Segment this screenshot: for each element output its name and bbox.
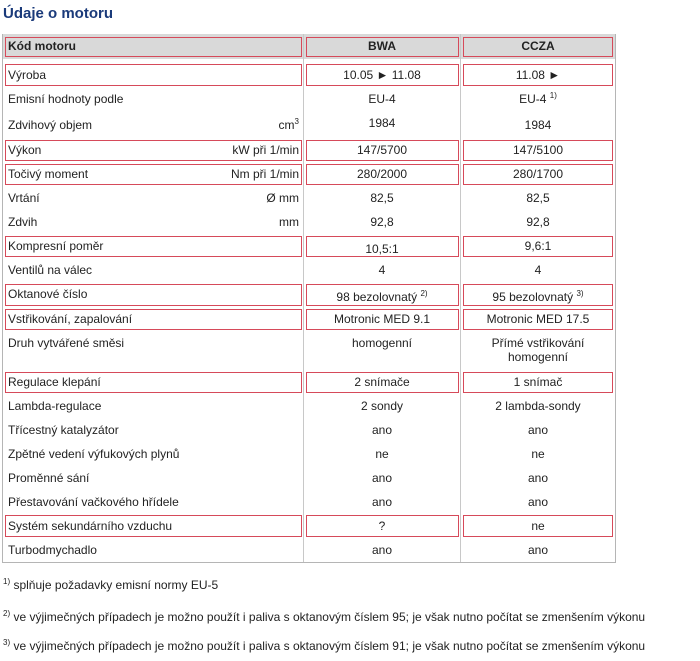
table-row xyxy=(3,519,615,535)
footnote-ref: 3) xyxy=(576,289,584,298)
row-value-text: 95 bezolovnatý xyxy=(492,290,574,304)
row-label: Druh vytvářené směsi xyxy=(8,336,125,350)
row-value-bwa: 10,5:1 xyxy=(365,242,399,256)
table-row xyxy=(3,375,615,391)
row-value-ccza: Přímé vstřikování homogenní xyxy=(491,336,585,364)
row-value-ccza: ano xyxy=(527,423,549,437)
engine-data-table xyxy=(2,34,616,563)
table-row xyxy=(3,471,615,487)
row-value-bwa: ano xyxy=(371,495,393,509)
row-value-bwa: ? xyxy=(378,519,386,533)
footnote-ref: 2) xyxy=(420,289,428,298)
table-row xyxy=(3,423,615,439)
row-label xyxy=(3,215,303,231)
row-value-ccza: 11.08 ► xyxy=(515,68,561,82)
row-label: Systém sekundárního vzduchu xyxy=(8,519,173,533)
row-label: Zpětné vedení výfukových plynů xyxy=(8,447,180,461)
row-label: Ventilů na válec xyxy=(8,263,93,277)
row-value-ccza: ne xyxy=(531,447,545,461)
row-label: Emisní hodnoty podle xyxy=(8,92,124,106)
row-value-ccza xyxy=(461,92,615,108)
page-title: Údaje o motoru xyxy=(3,5,114,22)
row-value-bwa: homogenní xyxy=(351,336,413,350)
row-label: Přestavování vačkového hřídele xyxy=(8,495,179,509)
header-col-bwa: BWA xyxy=(368,39,396,53)
footnote-text: ve výjimečných případech je možno použít i paliva s oktanovým číslem 91; je však nutno počítat se zmenšením výkonu xyxy=(13,639,646,653)
footnote-text: splňuje požadavky emisní normy EU-5 xyxy=(13,578,219,592)
row-value-bwa: ano xyxy=(371,543,393,557)
unit-superscript: 3 xyxy=(294,117,299,126)
row-unit: mm xyxy=(279,215,299,229)
table-row xyxy=(3,191,615,207)
row-value-ccza: 1984 xyxy=(524,118,552,132)
row-label-text: Vrtání xyxy=(8,191,40,205)
table-row xyxy=(3,116,615,134)
row-label-text: Zdvihový objem xyxy=(8,118,93,132)
row-unit: Nm při 1/min xyxy=(230,167,299,181)
footnote-mark: 3) xyxy=(3,638,11,647)
row-value-ccza xyxy=(461,290,615,308)
row-value-ccza: ano xyxy=(527,543,549,557)
row-label xyxy=(3,118,303,136)
row-value-bwa xyxy=(304,290,460,308)
row-label: Lambda-regulace xyxy=(8,399,102,413)
row-value-bwa: ne xyxy=(375,447,389,461)
row-unit xyxy=(279,118,299,132)
row-value-text: 98 bezolovnatý xyxy=(336,290,418,304)
row-label xyxy=(3,191,303,207)
footnote-mark: 1) xyxy=(3,577,11,586)
table-row xyxy=(3,312,615,328)
row-value-bwa: 4 xyxy=(378,263,386,277)
row-value-bwa: Motronic MED 9.1 xyxy=(333,312,431,326)
row-label xyxy=(3,143,303,159)
table-row xyxy=(3,543,615,559)
row-value-bwa: 280/2000 xyxy=(356,167,408,181)
row-label: Kompresní poměr xyxy=(8,239,104,253)
table-row xyxy=(3,239,615,255)
table-row xyxy=(3,215,615,231)
row-value-ccza: ano xyxy=(527,495,549,509)
row-label: Regulace klepání xyxy=(8,375,101,389)
row-value-ccza: 2 lambda-sondy xyxy=(495,399,581,413)
row-value-bwa: 2 snímače xyxy=(354,375,410,389)
row-label xyxy=(3,167,303,183)
header-col-ccza: CCZA xyxy=(521,39,555,53)
row-value-bwa: ano xyxy=(371,471,393,485)
row-label: Třícestný katalyzátor xyxy=(8,423,119,437)
row-value-ccza: 92,8 xyxy=(526,215,550,229)
table-row xyxy=(3,399,615,415)
row-unit: kW při 1/min xyxy=(232,143,299,157)
row-value-bwa: 92,8 xyxy=(370,215,394,229)
row-value-ccza: 1 snímač xyxy=(513,375,563,389)
row-label: Výroba xyxy=(8,68,47,82)
row-value-ccza: ne xyxy=(531,519,545,533)
table-row xyxy=(3,143,615,159)
footnote-1 xyxy=(3,578,700,592)
row-value-bwa: 2 sondy xyxy=(360,399,404,413)
row-value-ccza: 4 xyxy=(534,263,542,277)
table-header-row xyxy=(3,39,615,55)
table-row xyxy=(3,68,615,84)
row-label: Oktanové číslo xyxy=(8,287,88,301)
row-label: Vstřikování, zapalování xyxy=(8,312,133,326)
row-value-bwa: EU-4 xyxy=(368,92,396,106)
table-row xyxy=(3,167,615,183)
row-label-text: Zdvih xyxy=(8,215,38,229)
row-value-bwa: ano xyxy=(371,423,393,437)
row-label: Turbodmychadlo xyxy=(8,543,97,557)
table-row xyxy=(3,495,615,511)
row-value-bwa: 1984 xyxy=(368,116,396,130)
row-value-ccza: 147/5100 xyxy=(512,143,564,157)
footnote-3 xyxy=(3,639,700,653)
footnote-text: ve výjimečných případech je možno použít i paliva s oktanovým číslem 95; je však nutno počítat se zmenšením výkonu xyxy=(13,610,646,624)
row-label-text: Točivý moment xyxy=(8,167,89,181)
row-value-bwa: 147/5700 xyxy=(356,143,408,157)
table-row xyxy=(3,336,615,366)
row-value-ccza: 280/1700 xyxy=(512,167,564,181)
row-value-ccza: Motronic MED 17.5 xyxy=(486,312,590,326)
row-unit-text: cm xyxy=(278,118,295,132)
row-value-ccza: ano xyxy=(527,471,549,485)
table-row xyxy=(3,287,615,305)
table-row xyxy=(3,447,615,463)
table-row xyxy=(3,263,615,279)
footnote-mark: 2) xyxy=(3,609,11,618)
footnote-2 xyxy=(3,610,700,624)
row-label-text: Výkon xyxy=(8,143,42,157)
table-row xyxy=(3,92,615,108)
row-value-bwa: 10.05 ► 11.08 xyxy=(343,68,421,82)
row-label: Proměnné sání xyxy=(8,471,90,485)
row-unit: Ø mm xyxy=(266,191,299,205)
row-value-ccza: 9,6:1 xyxy=(524,239,552,253)
footnote-ref: 1) xyxy=(549,91,557,100)
header-label: Kód motoru xyxy=(8,39,76,53)
row-value-ccza: 82,5 xyxy=(526,191,550,205)
row-value-text: EU-4 xyxy=(519,92,547,106)
row-value-bwa: 82,5 xyxy=(370,191,394,205)
